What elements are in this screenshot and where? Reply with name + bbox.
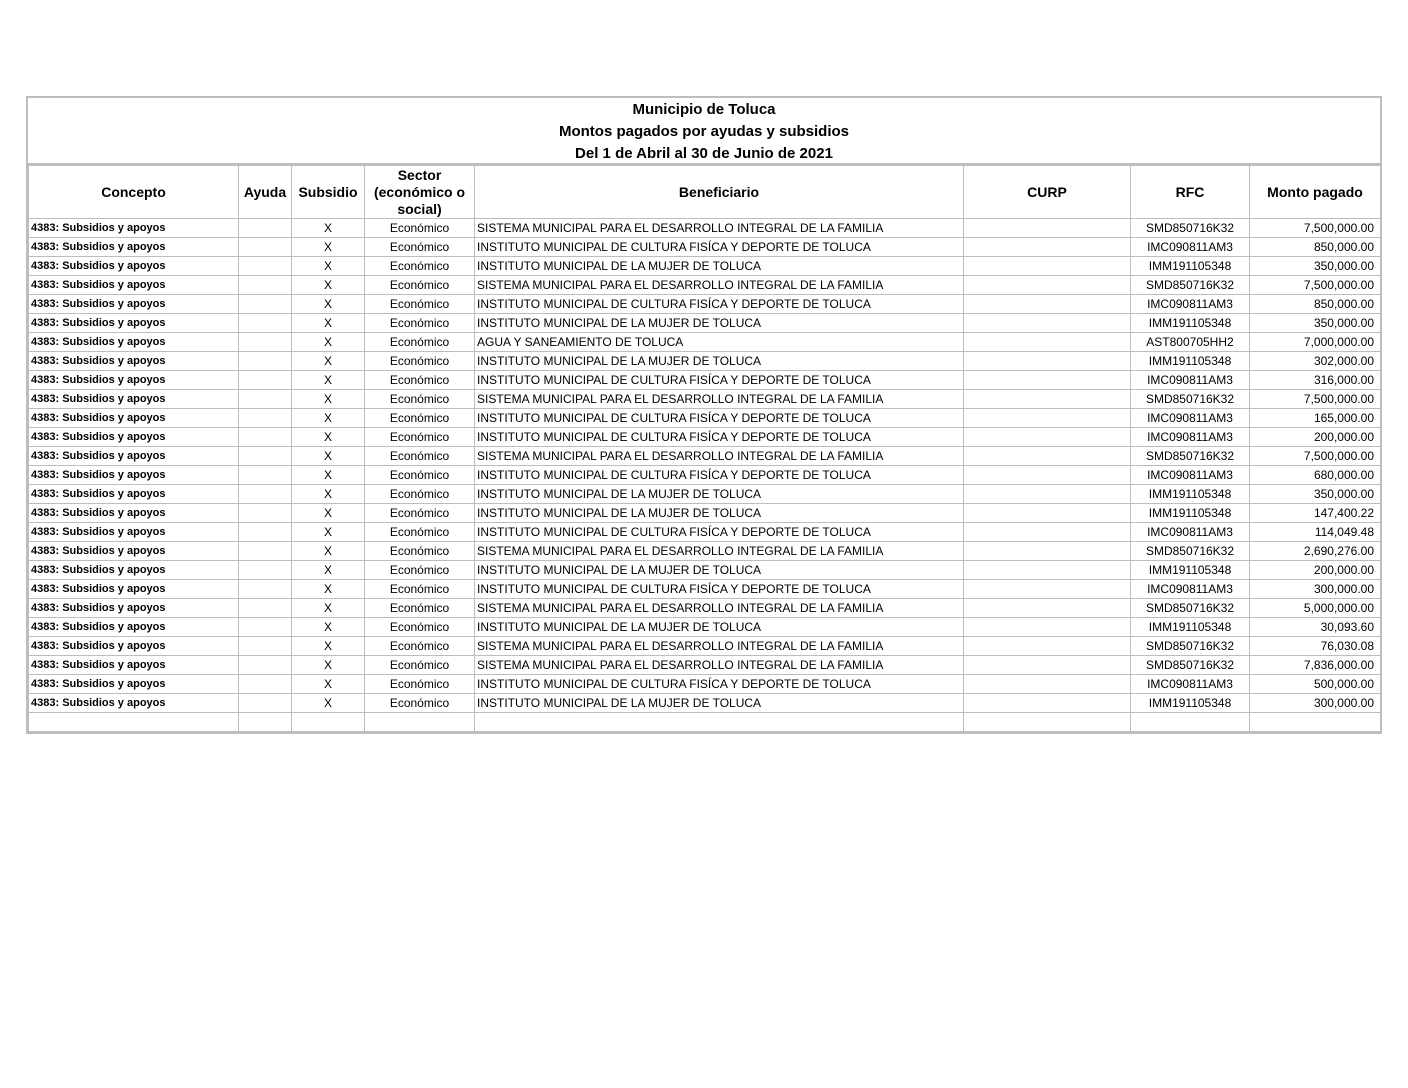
cell-sector: Económico (365, 352, 475, 371)
table-row (29, 523, 1381, 542)
cell-curp (964, 713, 1131, 732)
cell-beneficiario: INSTITUTO MUNICIPAL DE LA MUJER DE TOLUCA (475, 504, 964, 523)
cell-rfc: SMD850716K32 (1131, 447, 1250, 466)
cell-concepto: 4383: Subsidios y apoyos (29, 504, 239, 523)
cell-beneficiario: INSTITUTO MUNICIPAL DE LA MUJER DE TOLUCA (475, 485, 964, 504)
cell-sector: Económico (365, 219, 475, 238)
cell-beneficiario: INSTITUTO MUNICIPAL DE CULTURA FISÍCA Y DEPORTE DE TOLUCA (475, 371, 964, 390)
cell-rfc: IMC090811AM3 (1131, 675, 1250, 694)
cell-sector (365, 713, 475, 732)
cell-sector: Económico (365, 485, 475, 504)
cell-ayuda (239, 542, 292, 561)
table-row (29, 466, 1381, 485)
cell-beneficiario: INSTITUTO MUNICIPAL DE CULTURA FISÍCA Y DEPORTE DE TOLUCA (475, 580, 964, 599)
cell-curp (964, 618, 1131, 637)
cell-ayuda (239, 599, 292, 618)
table-row (29, 694, 1381, 713)
cell-concepto: 4383: Subsidios y apoyos (29, 618, 239, 637)
cell-subsidio: X (292, 675, 365, 694)
cell-sector: Económico (365, 523, 475, 542)
cell-monto: 7,500,000.00 (1250, 276, 1381, 295)
cell-beneficiario: INSTITUTO MUNICIPAL DE CULTURA FISÍCA Y DEPORTE DE TOLUCA (475, 295, 964, 314)
cell-concepto: 4383: Subsidios y apoyos (29, 466, 239, 485)
cell-subsidio: X (292, 447, 365, 466)
cell-curp (964, 504, 1131, 523)
cell-monto: 165,000.00 (1250, 409, 1381, 428)
cell-ayuda (239, 713, 292, 732)
cell-rfc (1131, 713, 1250, 732)
table-row (29, 580, 1381, 599)
column-header-subsidio: Subsidio (292, 166, 365, 219)
cell-curp (964, 352, 1131, 371)
cell-sector: Económico (365, 637, 475, 656)
cell-beneficiario: SISTEMA MUNICIPAL PARA EL DESARROLLO INTEGRAL DE LA FAMILIA (475, 542, 964, 561)
column-header-curp: CURP (964, 166, 1131, 219)
cell-concepto: 4383: Subsidios y apoyos (29, 599, 239, 618)
cell-concepto: 4383: Subsidios y apoyos (29, 523, 239, 542)
table-row (29, 447, 1381, 466)
cell-rfc: IMM191105348 (1131, 504, 1250, 523)
cell-monto: 350,000.00 (1250, 485, 1381, 504)
cell-sector: Económico (365, 314, 475, 333)
cell-subsidio: X (292, 352, 365, 371)
cell-subsidio: X (292, 504, 365, 523)
table-row (29, 352, 1381, 371)
cell-subsidio: X (292, 542, 365, 561)
cell-subsidio: X (292, 409, 365, 428)
cell-subsidio: X (292, 238, 365, 257)
cell-rfc: IMM191105348 (1131, 257, 1250, 276)
cell-subsidio: X (292, 276, 365, 295)
cell-monto: 7,000,000.00 (1250, 333, 1381, 352)
table-row (29, 409, 1381, 428)
cell-ayuda (239, 637, 292, 656)
cell-curp (964, 390, 1131, 409)
cell-ayuda (239, 257, 292, 276)
cell-beneficiario (475, 713, 964, 732)
cell-concepto: 4383: Subsidios y apoyos (29, 314, 239, 333)
cell-concepto: 4383: Subsidios y apoyos (29, 371, 239, 390)
cell-sector: Económico (365, 371, 475, 390)
cell-beneficiario: SISTEMA MUNICIPAL PARA EL DESARROLLO INTEGRAL DE LA FAMILIA (475, 599, 964, 618)
cell-curp (964, 675, 1131, 694)
table-row (29, 371, 1381, 390)
cell-rfc: SMD850716K32 (1131, 637, 1250, 656)
column-header-monto: Monto pagado (1250, 166, 1381, 219)
cell-sector: Económico (365, 599, 475, 618)
cell-monto: 30,093.60 (1250, 618, 1381, 637)
cell-ayuda (239, 618, 292, 637)
cell-ayuda (239, 371, 292, 390)
cell-subsidio: X (292, 295, 365, 314)
table-row (29, 637, 1381, 656)
table-row (29, 504, 1381, 523)
cell-monto: 2,690,276.00 (1250, 542, 1381, 561)
cell-rfc: AST800705HH2 (1131, 333, 1250, 352)
column-header-rfc: RFC (1131, 166, 1250, 219)
cell-curp (964, 219, 1131, 238)
cell-curp (964, 257, 1131, 276)
cell-concepto: 4383: Subsidios y apoyos (29, 428, 239, 447)
cell-concepto: 4383: Subsidios y apoyos (29, 694, 239, 713)
cell-monto: 7,500,000.00 (1250, 447, 1381, 466)
cell-beneficiario: INSTITUTO MUNICIPAL DE CULTURA FISÍCA Y DEPORTE DE TOLUCA (475, 523, 964, 542)
cell-ayuda (239, 314, 292, 333)
cell-subsidio: X (292, 428, 365, 447)
cell-beneficiario: INSTITUTO MUNICIPAL DE LA MUJER DE TOLUCA (475, 352, 964, 371)
cell-rfc: IMM191105348 (1131, 694, 1250, 713)
cell-rfc: IMM191105348 (1131, 618, 1250, 637)
cell-curp (964, 599, 1131, 618)
cell-monto (1250, 713, 1381, 732)
cell-ayuda (239, 219, 292, 238)
table-row (29, 238, 1381, 257)
cell-monto: 7,500,000.00 (1250, 219, 1381, 238)
table-row (29, 675, 1381, 694)
cell-rfc: IMC090811AM3 (1131, 409, 1250, 428)
cell-ayuda (239, 352, 292, 371)
cell-subsidio (292, 713, 365, 732)
cell-sector: Económico (365, 694, 475, 713)
cell-sector: Económico (365, 656, 475, 675)
cell-monto: 302,000.00 (1250, 352, 1381, 371)
cell-sector: Económico (365, 409, 475, 428)
cell-monto: 300,000.00 (1250, 580, 1381, 599)
cell-monto: 114,049.48 (1250, 523, 1381, 542)
cell-ayuda (239, 675, 292, 694)
column-header-ayuda: Ayuda (239, 166, 292, 219)
cell-ayuda (239, 561, 292, 580)
cell-concepto: 4383: Subsidios y apoyos (29, 409, 239, 428)
table-row (29, 333, 1381, 352)
cell-curp (964, 694, 1131, 713)
cell-curp (964, 580, 1131, 599)
cell-monto: 850,000.00 (1250, 238, 1381, 257)
cell-rfc: SMD850716K32 (1131, 656, 1250, 675)
cell-sector: Económico (365, 618, 475, 637)
cell-beneficiario: INSTITUTO MUNICIPAL DE CULTURA FISÍCA Y DEPORTE DE TOLUCA (475, 466, 964, 485)
cell-beneficiario: INSTITUTO MUNICIPAL DE LA MUJER DE TOLUCA (475, 618, 964, 637)
table-row (29, 390, 1381, 409)
cell-sector: Económico (365, 333, 475, 352)
cell-beneficiario: INSTITUTO MUNICIPAL DE CULTURA FISÍCA Y DEPORTE DE TOLUCA (475, 409, 964, 428)
cell-rfc: IMC090811AM3 (1131, 371, 1250, 390)
cell-curp (964, 314, 1131, 333)
cell-curp (964, 333, 1131, 352)
cell-subsidio: X (292, 314, 365, 333)
cell-curp (964, 428, 1131, 447)
cell-beneficiario: SISTEMA MUNICIPAL PARA EL DESARROLLO INTEGRAL DE LA FAMILIA (475, 656, 964, 675)
cell-concepto: 4383: Subsidios y apoyos (29, 333, 239, 352)
cell-curp (964, 561, 1131, 580)
cell-sector: Económico (365, 675, 475, 694)
table-header-row (29, 166, 1381, 219)
cell-curp (964, 409, 1131, 428)
report-header (28, 98, 1380, 165)
cell-rfc: IMM191105348 (1131, 352, 1250, 371)
cell-beneficiario: SISTEMA MUNICIPAL PARA EL DESARROLLO INTEGRAL DE LA FAMILIA (475, 276, 964, 295)
table-row (29, 599, 1381, 618)
cell-rfc: SMD850716K32 (1131, 219, 1250, 238)
cell-ayuda (239, 656, 292, 675)
cell-ayuda (239, 333, 292, 352)
cell-subsidio: X (292, 656, 365, 675)
cell-beneficiario: INSTITUTO MUNICIPAL DE LA MUJER DE TOLUCA (475, 694, 964, 713)
cell-beneficiario: INSTITUTO MUNICIPAL DE CULTURA FISÍCA Y DEPORTE DE TOLUCA (475, 675, 964, 694)
cell-rfc: SMD850716K32 (1131, 599, 1250, 618)
cell-rfc: IMM191105348 (1131, 314, 1250, 333)
cell-subsidio: X (292, 333, 365, 352)
cell-rfc: SMD850716K32 (1131, 276, 1250, 295)
cell-beneficiario: INSTITUTO MUNICIPAL DE LA MUJER DE TOLUCA (475, 314, 964, 333)
cell-subsidio: X (292, 466, 365, 485)
cell-ayuda (239, 694, 292, 713)
cell-monto: 200,000.00 (1250, 428, 1381, 447)
municipality-title: Municipio de Toluca (632, 101, 776, 118)
cell-rfc: IMM191105348 (1131, 561, 1250, 580)
cell-concepto: 4383: Subsidios y apoyos (29, 295, 239, 314)
cell-concepto: 4383: Subsidios y apoyos (29, 580, 239, 599)
cell-curp (964, 656, 1131, 675)
cell-ayuda (239, 390, 292, 409)
cell-concepto: 4383: Subsidios y apoyos (29, 485, 239, 504)
cell-ayuda (239, 504, 292, 523)
cell-rfc: IMC090811AM3 (1131, 466, 1250, 485)
cell-sector: Económico (365, 276, 475, 295)
cell-subsidio: X (292, 485, 365, 504)
cell-ayuda (239, 428, 292, 447)
cell-sector: Económico (365, 466, 475, 485)
cell-beneficiario: AGUA Y SANEAMIENTO DE TOLUCA (475, 333, 964, 352)
cell-ayuda (239, 447, 292, 466)
cell-rfc: SMD850716K32 (1131, 542, 1250, 561)
cell-subsidio: X (292, 371, 365, 390)
cell-monto: 500,000.00 (1250, 675, 1381, 694)
cell-subsidio: X (292, 219, 365, 238)
cell-subsidio: X (292, 390, 365, 409)
column-header-concepto: Concepto (29, 166, 239, 219)
report-period: Del 1 de Abril al 30 de Junio de 2021 (575, 145, 833, 162)
cell-beneficiario: SISTEMA MUNICIPAL PARA EL DESARROLLO INTEGRAL DE LA FAMILIA (475, 219, 964, 238)
cell-concepto: 4383: Subsidios y apoyos (29, 352, 239, 371)
cell-rfc: IMC090811AM3 (1131, 428, 1250, 447)
cell-subsidio: X (292, 257, 365, 276)
cell-sector: Económico (365, 238, 475, 257)
cell-concepto: 4383: Subsidios y apoyos (29, 238, 239, 257)
cell-ayuda (239, 276, 292, 295)
cell-ayuda (239, 485, 292, 504)
cell-curp (964, 295, 1131, 314)
table-row (29, 219, 1381, 238)
cell-concepto: 4383: Subsidios y apoyos (29, 656, 239, 675)
cell-monto: 147,400.22 (1250, 504, 1381, 523)
cell-rfc: IMM191105348 (1131, 485, 1250, 504)
cell-beneficiario: INSTITUTO MUNICIPAL DE CULTURA FISÍCA Y DEPORTE DE TOLUCA (475, 428, 964, 447)
cell-concepto: 4383: Subsidios y apoyos (29, 219, 239, 238)
cell-sector: Económico (365, 561, 475, 580)
cell-ayuda (239, 523, 292, 542)
cell-sector: Económico (365, 257, 475, 276)
cell-beneficiario: SISTEMA MUNICIPAL PARA EL DESARROLLO INTEGRAL DE LA FAMILIA (475, 447, 964, 466)
cell-subsidio: X (292, 694, 365, 713)
cell-monto: 7,500,000.00 (1250, 390, 1381, 409)
cell-monto: 5,000,000.00 (1250, 599, 1381, 618)
cell-curp (964, 637, 1131, 656)
cell-beneficiario: INSTITUTO MUNICIPAL DE LA MUJER DE TOLUCA (475, 561, 964, 580)
column-header-sector: Sector (económico o social) (365, 166, 475, 219)
table-row (29, 542, 1381, 561)
cell-sector: Económico (365, 504, 475, 523)
report-sheet (26, 96, 1382, 734)
cell-rfc: IMC090811AM3 (1131, 238, 1250, 257)
cell-ayuda (239, 580, 292, 599)
cell-beneficiario: INSTITUTO MUNICIPAL DE CULTURA FISÍCA Y DEPORTE DE TOLUCA (475, 238, 964, 257)
cell-subsidio: X (292, 580, 365, 599)
report-title: Montos pagados por ayudas y subsidios (558, 123, 850, 140)
cell-monto: 350,000.00 (1250, 314, 1381, 333)
cell-subsidio: X (292, 561, 365, 580)
cell-ayuda (239, 238, 292, 257)
cell-curp (964, 276, 1131, 295)
table-row (29, 295, 1381, 314)
cell-subsidio: X (292, 599, 365, 618)
cell-sector: Económico (365, 428, 475, 447)
table-body (29, 219, 1381, 732)
cell-monto: 850,000.00 (1250, 295, 1381, 314)
cell-ayuda (239, 466, 292, 485)
cell-beneficiario: INSTITUTO MUNICIPAL DE LA MUJER DE TOLUCA (475, 257, 964, 276)
cell-concepto: 4383: Subsidios y apoyos (29, 390, 239, 409)
cell-ayuda (239, 295, 292, 314)
cell-concepto: 4383: Subsidios y apoyos (29, 542, 239, 561)
table-row (29, 618, 1381, 637)
cell-ayuda (239, 409, 292, 428)
cell-sector: Económico (365, 542, 475, 561)
cell-subsidio: X (292, 523, 365, 542)
cell-sector: Económico (365, 295, 475, 314)
cell-subsidio: X (292, 637, 365, 656)
table-row (29, 314, 1381, 333)
cell-monto: 316,000.00 (1250, 371, 1381, 390)
table-row (29, 428, 1381, 447)
cell-curp (964, 371, 1131, 390)
cell-concepto: 4383: Subsidios y apoyos (29, 637, 239, 656)
table-row (29, 276, 1381, 295)
cell-curp (964, 523, 1131, 542)
cell-concepto: 4383: Subsidios y apoyos (29, 675, 239, 694)
cell-monto: 200,000.00 (1250, 561, 1381, 580)
cell-sector: Económico (365, 447, 475, 466)
cell-curp (964, 485, 1131, 504)
table-row (29, 713, 1381, 732)
table-row (29, 561, 1381, 580)
table-row (29, 656, 1381, 675)
cell-sector: Económico (365, 390, 475, 409)
cell-sector: Económico (365, 580, 475, 599)
cell-curp (964, 447, 1131, 466)
cell-monto: 76,030.08 (1250, 637, 1381, 656)
cell-monto: 300,000.00 (1250, 694, 1381, 713)
cell-rfc: SMD850716K32 (1131, 390, 1250, 409)
cell-rfc: IMC090811AM3 (1131, 295, 1250, 314)
cell-concepto (29, 713, 239, 732)
cell-monto: 7,836,000.00 (1250, 656, 1381, 675)
cell-curp (964, 542, 1131, 561)
cell-beneficiario: SISTEMA MUNICIPAL PARA EL DESARROLLO INTEGRAL DE LA FAMILIA (475, 390, 964, 409)
cell-concepto: 4383: Subsidios y apoyos (29, 257, 239, 276)
cell-rfc: IMC090811AM3 (1131, 580, 1250, 599)
cell-concepto: 4383: Subsidios y apoyos (29, 276, 239, 295)
cell-concepto: 4383: Subsidios y apoyos (29, 561, 239, 580)
cell-curp (964, 238, 1131, 257)
cell-curp (964, 466, 1131, 485)
payments-table (28, 165, 1381, 732)
cell-monto: 350,000.00 (1250, 257, 1381, 276)
cell-beneficiario: SISTEMA MUNICIPAL PARA EL DESARROLLO INTEGRAL DE LA FAMILIA (475, 637, 964, 656)
column-header-beneficiario: Beneficiario (475, 166, 964, 219)
cell-monto: 680,000.00 (1250, 466, 1381, 485)
cell-concepto: 4383: Subsidios y apoyos (29, 447, 239, 466)
cell-subsidio: X (292, 618, 365, 637)
table-row (29, 485, 1381, 504)
cell-rfc: IMC090811AM3 (1131, 523, 1250, 542)
table-row (29, 257, 1381, 276)
